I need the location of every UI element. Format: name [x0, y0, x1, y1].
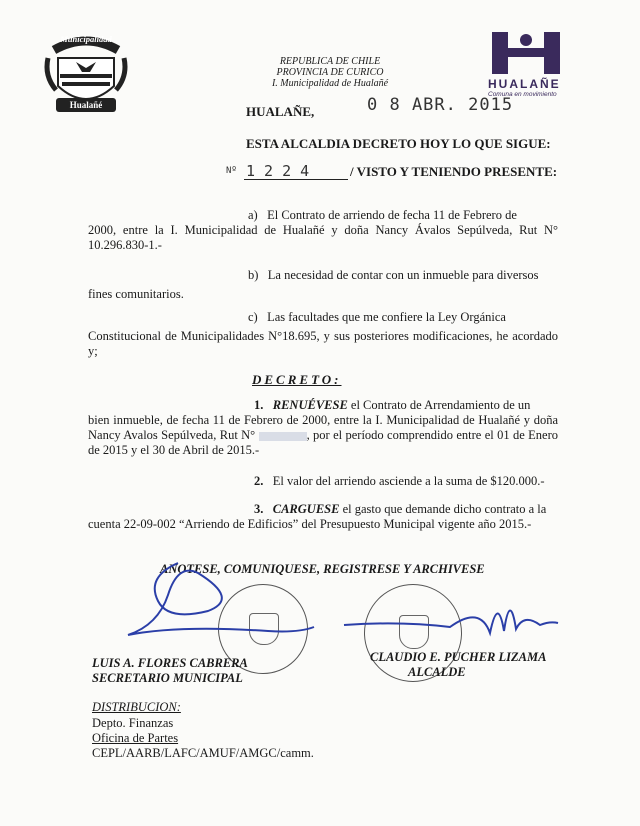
signatory-left-title: SECRETARIO MUNICIPAL [92, 671, 243, 685]
distribution-item: Depto. Finanzas [92, 716, 174, 730]
hualane-brand-logo [488, 30, 578, 100]
closing-line: ANOTESE, COMUNIQUESE, REGISTRESE Y ARCHIVESE [160, 562, 485, 576]
consideration-b-first-line: La necesidad de contar con un inmueble para diversos [267, 268, 539, 282]
distribution-item: CEPL/AARB/LAFC/AMUF/AMGC/camm. [92, 746, 314, 760]
date-stamp: 0 8 ABR. 2015 [367, 95, 514, 115]
consideration-a [88, 208, 558, 253]
visto-heading: / VISTO Y TENIENDO PRESENTE: [350, 164, 558, 179]
resolution-2-text: El valor del arriendo asciende a la suma de $120.000.- [272, 474, 545, 488]
brand-name: HUALAÑE [488, 77, 561, 91]
place-name: HUALAÑE, [246, 104, 315, 119]
resolution-1-first-line: el Contrato de Arrendamiento de un [350, 398, 531, 412]
redacted-rut [259, 432, 307, 441]
consideration-c-first-line: Las facultades que me confiere la Ley Orgánica [267, 310, 506, 324]
decree-number-underline [244, 179, 348, 180]
resolution-2-num: 2. [254, 474, 264, 488]
resolution-1-verb: RENUÉVESE [272, 398, 348, 412]
decree-number-line [226, 160, 566, 184]
resolution-1-num: 1. [254, 398, 264, 412]
consideration-a-rest: 2000, entre la I. Municipalidad de Hualañé y doña Nancy Ávalos Sepúlveda, Rut N° 10.296.830-1.- [88, 223, 558, 252]
resolution-3-num: 3. [254, 502, 264, 516]
crest-text-bottom: Hualañé [69, 100, 103, 110]
decree-number-mark: Nº [226, 166, 237, 176]
consideration-c-rest: Constitucional de Municipalidades N°18.695, y sus posteriores modificaciones, he acordado y; [88, 329, 558, 358]
crest-text-top: Municipalidad [60, 34, 112, 44]
resolution-1-rest-b: , por el período comprendido entre el 01 de Enero de 2015 y el 30 de Abril de 2015.- [88, 428, 559, 457]
header-municipality: I. Municipalidad de Hualañé [271, 78, 389, 89]
signatory-right [370, 650, 546, 680]
hualane-h-icon [488, 30, 578, 76]
signatory-right-title: ALCALDE [408, 665, 466, 679]
distribution-item: Oficina de Partes [92, 731, 179, 745]
header-country: REPUBLICA DE CHILE [279, 56, 381, 67]
signature-left [118, 555, 318, 655]
signatory-left-name: LUIS A. FLORES CABRERA [92, 656, 248, 670]
resolution-3-rest: cuenta 22-09-002 “Arriendo de Edificios” del Presupuesto Municipal vigente año 2015.- [88, 517, 532, 531]
document-header [240, 56, 420, 89]
resolution-3-first-line: el gasto que demande dicho contrato a la [342, 502, 547, 516]
consideration-c-label: c) [248, 310, 258, 324]
consideration-b-rest: fines comunitarios. [88, 287, 184, 301]
consideration-a-first-line: El Contrato de arriendo de fecha 11 de Febrero de [267, 208, 517, 222]
consideration-a-label: a) [248, 208, 258, 222]
alcaldia-line: ESTA ALCALDIA DECRETO HOY LO QUE SIGUE: [246, 136, 551, 151]
resolution-3 [88, 502, 558, 532]
decree-number: 1 2 2 4 [246, 162, 310, 180]
resolution-1 [88, 398, 558, 458]
distribution-title: DISTRIBUCION: [92, 700, 181, 714]
resolution-3-verb: CARGUESE [272, 502, 340, 516]
municipal-crest-logo [40, 28, 132, 118]
brand-tagline: Comuna en movimiento [488, 91, 557, 98]
consideration-c [88, 310, 558, 359]
decreto-title: DECRETO: [252, 372, 342, 387]
resolution-1-rest-a: bien inmueble, de fecha 11 de Febrero de 2000, entre la I. Municipalidad de Hualañé y doña Nancy Avalos Sepúlveda, Rut N° [88, 413, 558, 442]
resolution-2 [254, 474, 574, 489]
signatory-right-name: CLAUDIO E. PUCHER LIZAMA [370, 650, 547, 664]
signatory-left [92, 656, 248, 686]
consideration-b-label: b) [248, 268, 259, 282]
distribution-block [92, 700, 314, 761]
header-province: PROVINCIA DE CURICO [276, 67, 384, 78]
consideration-b [88, 268, 558, 302]
